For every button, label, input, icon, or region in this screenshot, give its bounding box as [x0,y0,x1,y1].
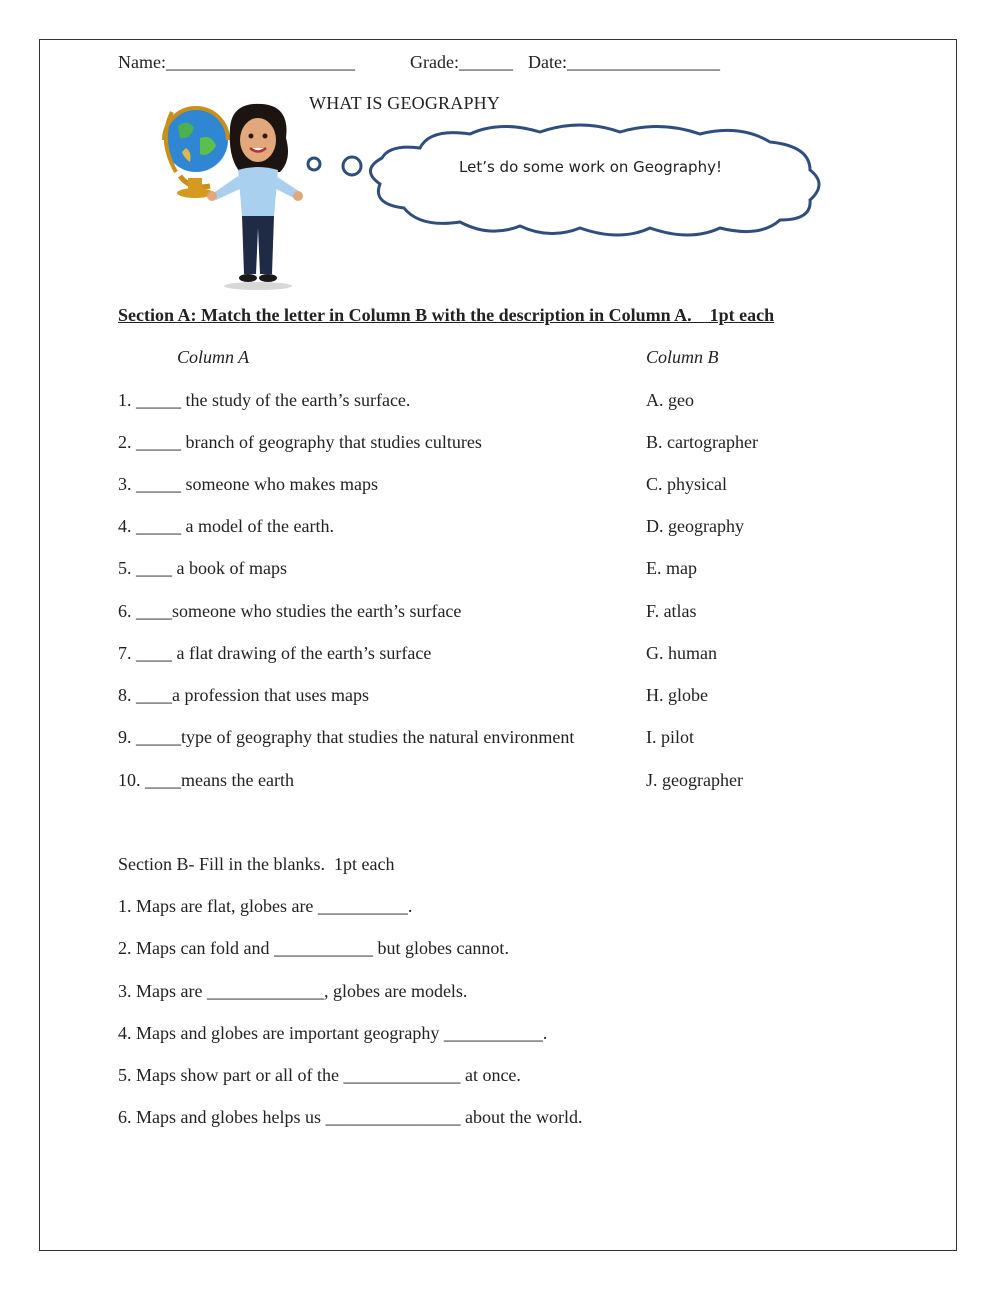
section-b-heading: Section B- Fill in the blanks. 1pt each [118,854,395,874]
fill-blank-item[interactable]: 5. Maps show part or all of the _____________ at once. [118,1065,521,1085]
column-b-item: F. atlas [646,601,697,621]
column-a-item[interactable]: 1. _____ the study of the earth’s surface. [118,390,411,410]
column-b-item: H. globe [646,685,708,705]
section-a-heading: Section A: Match the letter in Column B with the description in Column A. 1pt each [118,305,775,325]
column-b-item: A. geo [646,390,694,410]
grade-field[interactable]: Grade:______ [410,52,513,72]
column-b-item: I. pilot [646,727,694,747]
column-a-item[interactable]: 5. ____ a book of maps [118,558,287,578]
cloud-icon [370,125,819,235]
column-a-heading: Column A [177,347,250,367]
column-b-item: D. geography [646,516,744,536]
column-b-item: J. geographer [646,770,743,790]
column-a-item[interactable]: 7. ____ a flat drawing of the earth’s surface [118,643,432,663]
fill-blank-item[interactable]: 1. Maps are flat, globes are __________. [118,896,413,916]
fill-blank-item[interactable]: 6. Maps and globes helps us _______________ about the world. [118,1107,583,1127]
column-b-item: B. cartographer [646,432,758,452]
fill-blank-item[interactable]: 3. Maps are _____________, globes are models. [118,981,468,1001]
column-a-item[interactable]: 2. _____ branch of geography that studies cultures [118,432,482,452]
column-a-item[interactable]: 3. _____ someone who makes maps [118,474,378,494]
fill-blank-item[interactable]: 4. Maps and globes are important geography ___________. [118,1023,548,1043]
date-field[interactable]: Date:_________________ [528,52,720,72]
page-title: WHAT IS GEOGRAPHY [309,93,501,113]
fill-blank-item[interactable]: 2. Maps can fold and ___________ but globes cannot. [118,938,509,958]
thought-bubble [300,120,835,245]
column-a-item[interactable]: 4. _____ a model of the earth. [118,516,334,536]
column-a-item[interactable]: 6. ____someone who studies the earth’s surface [118,601,462,621]
thought-dot-large-icon [343,157,361,175]
column-a-item[interactable]: 9. _____type of geography that studies the natural environment [118,727,575,747]
speech-bubble-text: Let’s do some work on Geography! [459,158,722,176]
name-field[interactable]: Name:_____________________ [118,52,355,72]
column-b-heading: Column B [646,347,719,367]
column-b-item: G. human [646,643,717,663]
thought-dot-small-icon [308,158,320,170]
column-a-item[interactable]: 8. ____a profession that uses maps [118,685,369,705]
column-b-item: E. map [646,558,697,578]
column-a-item[interactable]: 10. ____means the earth [118,770,294,790]
column-b-item: C. physical [646,474,727,494]
